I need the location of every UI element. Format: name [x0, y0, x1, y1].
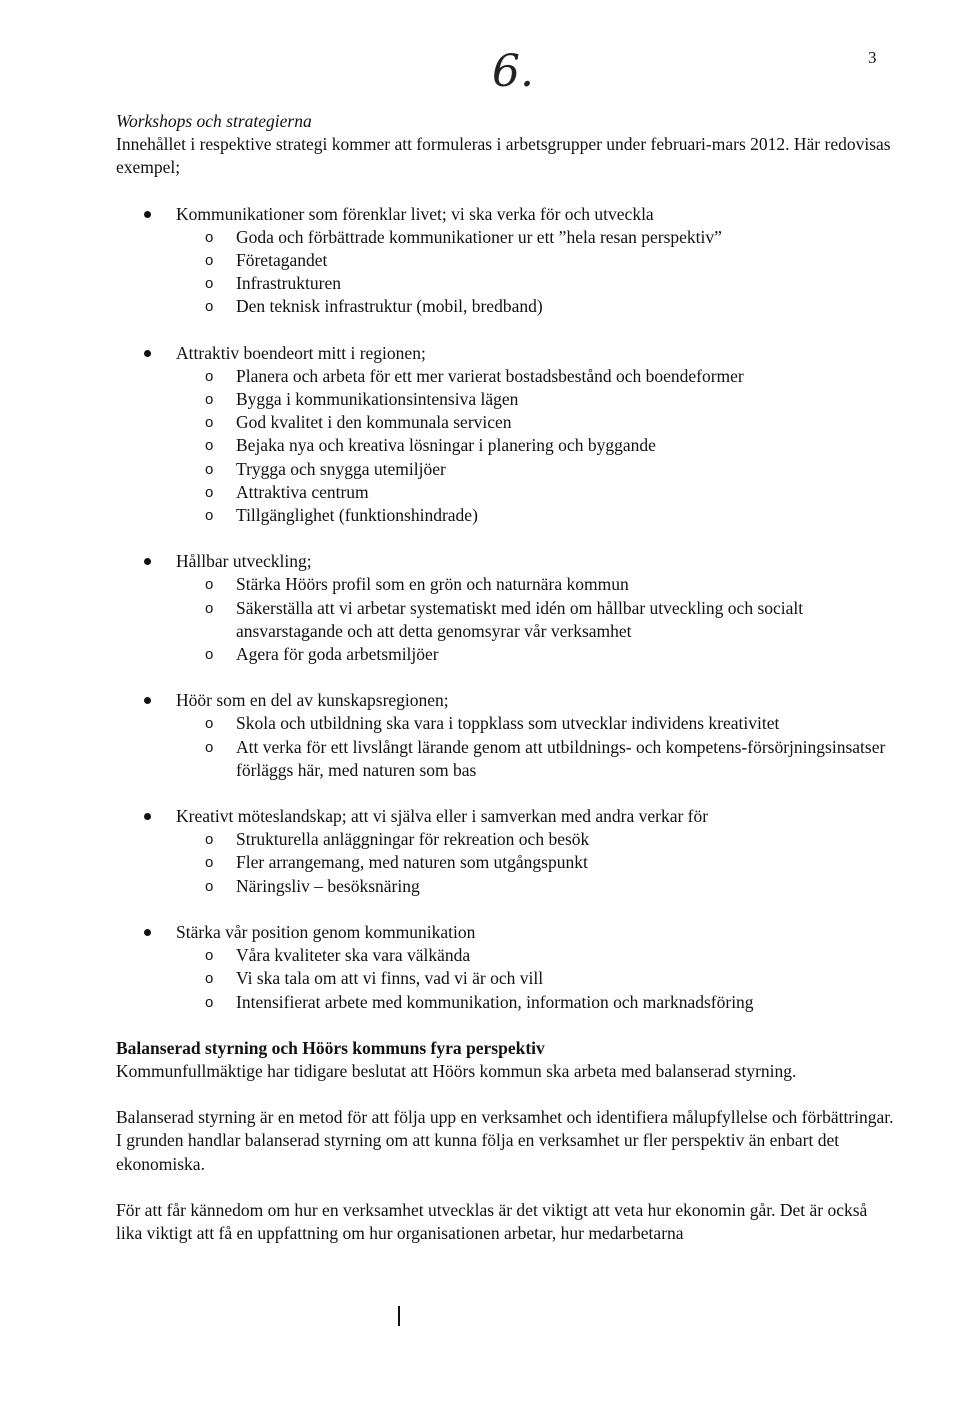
bullet-label: Kommunikationer som förenklar livet; vi ska verka för och utveckla: [176, 203, 654, 224]
sub-item-text: Vi ska tala om att vi finns, vad vi är och vill: [236, 968, 544, 989]
circle-marker-icon: o: [205, 228, 214, 246]
sub-item: [176, 643, 896, 666]
circle-marker-icon: o: [205, 715, 214, 733]
sub-item: [176, 226, 896, 249]
circle-marker-icon: o: [205, 576, 214, 594]
sub-item-text: Attraktiva centrum: [236, 481, 369, 502]
sub-item-text: Trygga och snygga utemiljöer: [236, 458, 446, 479]
circle-marker-icon: o: [205, 646, 214, 664]
sub-item: [176, 736, 896, 782]
circle-marker-icon: o: [205, 599, 214, 617]
document-body: [116, 110, 896, 1245]
sub-item: [176, 991, 896, 1014]
sub-item: [176, 875, 896, 898]
circle-marker-icon: o: [205, 275, 214, 293]
bullet-label: Stärka vår position genom kommunikation: [176, 921, 476, 942]
sub-item: [176, 249, 896, 272]
sub-item: [176, 434, 896, 457]
bullet-item: [116, 203, 896, 319]
sub-item: [176, 481, 896, 504]
circle-marker-icon: o: [205, 414, 214, 432]
sub-item: [176, 851, 896, 874]
sub-item-text: Tillgänglighet (funktionshindrade): [236, 505, 478, 526]
sub-list: [176, 828, 896, 898]
sub-item: [176, 967, 896, 990]
sub-list: [176, 712, 896, 782]
bullet-item: [116, 805, 896, 898]
sub-item: [176, 573, 896, 596]
page-number: 3: [868, 48, 877, 67]
circle-marker-icon: o: [205, 367, 214, 385]
circle-marker-icon: o: [205, 252, 214, 270]
sub-item-text: God kvalitet i den kommunala servicen: [236, 412, 512, 433]
circle-marker-icon: o: [205, 437, 214, 455]
balanced-heading: Balanserad styrning och Höörs kommuns fyra perspektiv: [116, 1037, 545, 1058]
sub-item-text: Stärka Höörs profil som en grön och naturnära kommun: [236, 574, 629, 595]
sub-item-text: Företagandet: [236, 250, 328, 271]
sub-list: [176, 365, 896, 527]
bullet-label: Hållbar utveckling;: [176, 551, 312, 572]
balanced-paragraph-1: Kommunfullmäktige har tidigare beslutat att Höörs kommun ska arbeta med balanserad styrning.: [116, 1060, 797, 1081]
circle-marker-icon: o: [205, 507, 214, 525]
circle-marker-icon: o: [205, 831, 214, 849]
sub-list: [176, 226, 896, 319]
workshops-heading: Workshops och strategierna: [116, 111, 312, 131]
circle-marker-icon: o: [205, 877, 214, 895]
circle-marker-icon: o: [205, 970, 214, 988]
sub-item: [176, 597, 896, 643]
circle-marker-icon: o: [205, 738, 214, 756]
sub-item-text: Skola och utbildning ska vara i toppklass som utvecklar individens kreativitet: [236, 713, 780, 734]
sub-item: [176, 365, 896, 388]
bullet-item: [116, 550, 896, 666]
workshops-intro: Innehållet i respektive strategi kommer att formuleras i arbetsgrupper under februari-mars 2012. Här redovisas exempel;: [116, 134, 891, 178]
sub-item-text: Infrastrukturen: [236, 273, 341, 294]
sub-item-text: Näringsliv – besöksnäring: [236, 875, 420, 896]
circle-marker-icon: o: [205, 993, 214, 1011]
sub-list: [176, 573, 896, 666]
circle-marker-icon: o: [205, 854, 214, 872]
sub-list: [176, 944, 896, 1014]
circle-marker-icon: o: [205, 483, 214, 501]
sub-item-text: Våra kvaliteter ska vara välkända: [236, 945, 471, 966]
bullet-label: Kreativt möteslandskap; att vi själva eller i samverkan med andra verkar för: [176, 806, 709, 827]
sub-item: [176, 712, 896, 735]
sub-item: [176, 272, 896, 295]
handwritten-page-mark: 6.: [492, 46, 534, 97]
sub-item: [176, 504, 896, 527]
sub-item-text: Planera och arbeta för ett mer varierat bostadsbestånd och boendeformer: [236, 365, 744, 386]
bullet-item: [116, 342, 896, 528]
sub-item: [176, 828, 896, 851]
sub-item-text: Goda och förbättrade kommunikationer ur ett ”hela resan perspektiv”: [236, 226, 722, 247]
sub-item-text: Intensifierat arbete med kommunikation, information och marknadsföring: [236, 991, 754, 1012]
balanced-paragraph-2: Balanserad styrning är en metod för att följa upp en verksamhet och identifiera målupfyllelse och förbättringar. I grunden handlar balanserad styrning om att kunna följa en verksamhet ur fler perspektiv än enbart det ekonomiska.: [116, 1107, 894, 1174]
strategy-bullet-list: [116, 203, 896, 1014]
sub-item-text: Säkerställa att vi arbetar systematiskt med idén om hållbar utveckling och socialt ansvarstagande och att detta genomsyrar vår verksamhet: [236, 597, 804, 641]
text-cursor-mark: [398, 1306, 400, 1326]
bullet-item: [116, 921, 896, 1014]
sub-item-text: Bejaka nya och kreativa lösningar i planering och byggande: [236, 435, 656, 456]
balanced-paragraph-3: För att får kännedom om hur en verksamhet utvecklas är det viktigt att veta hur ekonomin går. Det är också lika viktigt att få en uppfattning om hur organisationen arbetar, hur medarbetarna: [116, 1199, 868, 1243]
sub-item: [176, 388, 896, 411]
circle-marker-icon: o: [205, 460, 214, 478]
circle-marker-icon: o: [205, 298, 214, 316]
bullet-label: Höör som en del av kunskapsregionen;: [176, 690, 449, 711]
circle-marker-icon: o: [205, 947, 214, 965]
sub-item: [176, 411, 896, 434]
bullet-item: [116, 689, 896, 782]
sub-item: [176, 458, 896, 481]
sub-item: [176, 944, 896, 967]
sub-item-text: Bygga i kommunikationsintensiva lägen: [236, 389, 519, 410]
sub-item-text: Den teknisk infrastruktur (mobil, bredband): [236, 296, 543, 317]
sub-item-text: Fler arrangemang, med naturen som utgångspunkt: [236, 852, 588, 873]
sub-item-text: Agera för goda arbetsmiljöer: [236, 644, 439, 665]
sub-item-text: Strukturella anläggningar för rekreation och besök: [236, 829, 590, 850]
bullet-label: Attraktiv boendeort mitt i regionen;: [176, 342, 426, 363]
sub-item-text: Att verka för ett livslångt lärande genom att utbildnings- och kompetens-försörjningsinsatser förläggs här, med naturen som bas: [236, 736, 886, 780]
sub-item: [176, 295, 896, 318]
circle-marker-icon: o: [205, 391, 214, 409]
